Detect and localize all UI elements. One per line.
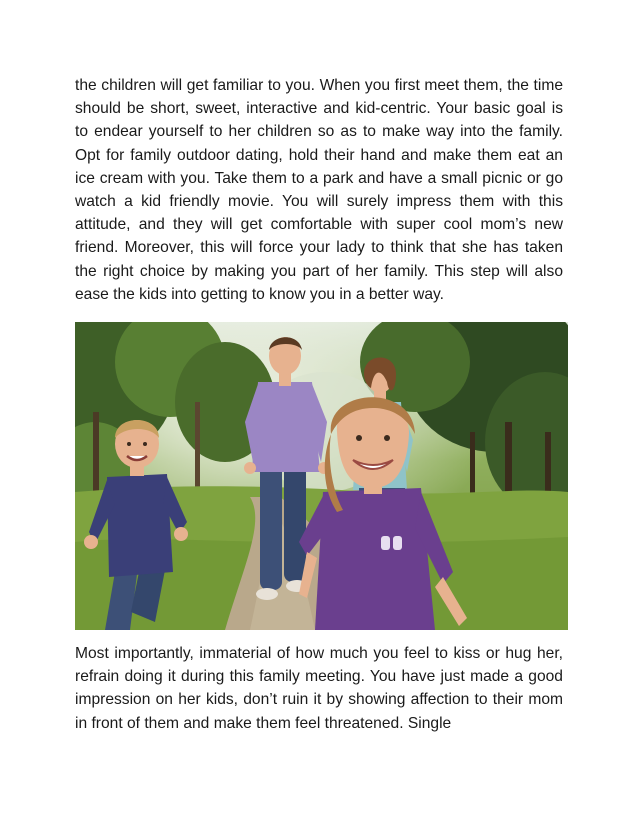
body-paragraph-2: Most importantly, immaterial of how much you feel to kiss or hug her, refrain doing it during this family meeting. You have just made a good impression on her kids, don’t ruin it by showing affection to their mom in front of them and make them feel threatened. Single xyxy=(75,645,563,732)
family-park-photo xyxy=(75,322,568,630)
body-paragraph-1: the children will get familiar to you. When you first meet them, the time should be short, sweet, interactive and kid-centric. Your basic goal is to endear yourself to her children so as to make way into the family. Opt for family outdoor dating, hold their hand and make them eat an ice cream with you. Take them to a park and have a small picnic or go watch a kid friendly movie. You will surely impress them with this attitude, and they will get comfortable with super cool mom’s new friend. Moreover, this will force your lady to think that she has taken the right choice by making you part of her family. This step will also ease the kids into getting to know you in a better way. xyxy=(75,77,563,303)
